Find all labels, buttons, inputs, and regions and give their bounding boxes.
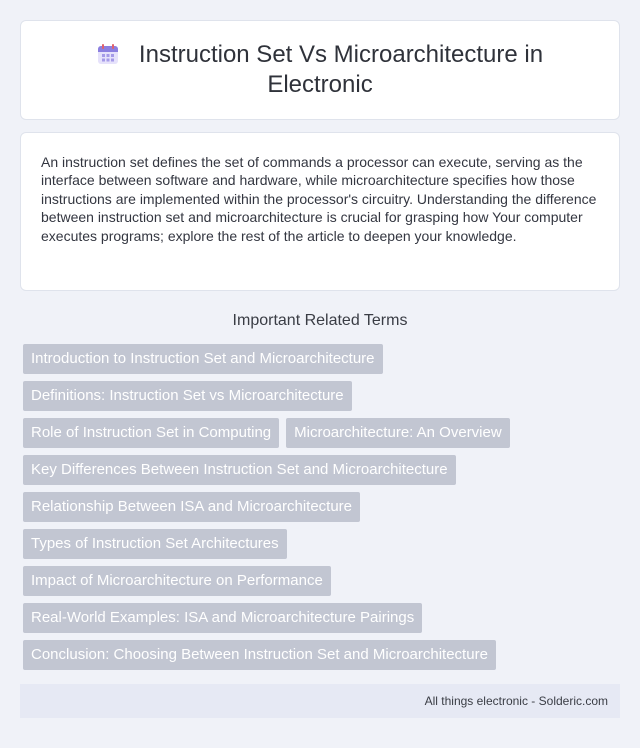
term-row <box>23 418 623 448</box>
term-chip[interactable]: Introduction to Instruction Set and Microarchitecture <box>23 344 383 374</box>
term-chip[interactable]: Conclusion: Choosing Between Instruction Set and Microarchitecture <box>23 640 496 670</box>
term-chip[interactable]: Real-World Examples: ISA and Microarchitecture Pairings <box>23 603 422 633</box>
intro-card <box>20 132 620 291</box>
term-chip[interactable]: Key Differences Between Instruction Set and Microarchitecture <box>23 455 456 485</box>
term-chip[interactable]: Relationship Between ISA and Microarchitecture <box>23 492 360 522</box>
term-chip[interactable]: Definitions: Instruction Set vs Microarchitecture <box>23 381 352 411</box>
term-chip[interactable]: Role of Instruction Set in Computing <box>23 418 279 448</box>
term-row <box>23 603 623 633</box>
related-terms-heading: Important Related Terms <box>232 312 408 329</box>
term-chip[interactable]: Types of Instruction Set Architectures <box>23 529 287 559</box>
footer <box>20 684 620 718</box>
title-card <box>20 20 620 120</box>
term-chip[interactable]: Impact of Microarchitecture on Performance <box>23 566 331 596</box>
term-row <box>23 381 623 411</box>
term-row <box>23 344 623 374</box>
calendar-icon <box>97 43 119 65</box>
related-terms-list <box>23 344 623 677</box>
term-row <box>23 640 623 670</box>
footer-text: All things electronic - Solderic.com <box>424 694 608 708</box>
term-row <box>23 455 623 485</box>
page-title-wrapper <box>61 40 579 100</box>
term-row <box>23 492 623 522</box>
term-chip[interactable]: Microarchitecture: An Overview <box>286 418 510 448</box>
page-title: Instruction Set Vs Microarchitecture in Electronic <box>138 41 544 98</box>
intro-text: An instruction set defines the set of commands a processor can execute, serving as the interface between software and hardware, while microarchitecture specifies how those instructions are implemented within the processor's circuitry. Understanding the difference between instruction set and microarchitecture is crucial for grasping how Your computer executes programs; explore the rest of the article to deepen your knowledge. <box>41 154 597 244</box>
term-row <box>23 566 623 596</box>
term-row <box>23 529 623 559</box>
